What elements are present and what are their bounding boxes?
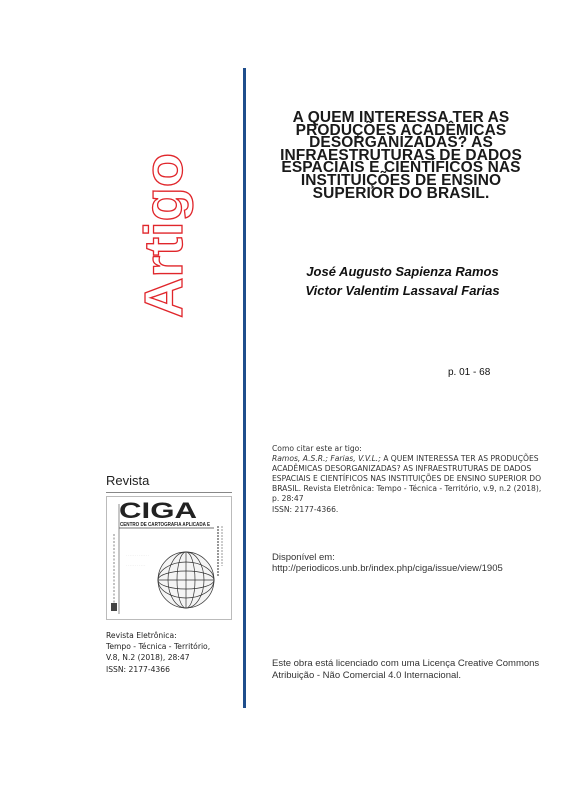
- availability-label: Disponível em:: [272, 552, 335, 563]
- journal-info-line-4: ISSN: 2177-4366: [106, 664, 170, 674]
- artigo-side-label: [134, 150, 194, 320]
- vertical-divider: [243, 68, 246, 708]
- journal-info-line-2: Tempo - Técnica - Território,: [106, 642, 211, 652]
- journal-info: [106, 630, 236, 675]
- cover-title: CIGA: [119, 498, 198, 523]
- license-block: [272, 658, 552, 681]
- authors-block: [262, 262, 543, 300]
- license-line-2: Atribuição - Não Comercial 4.0 Internacional.: [272, 669, 462, 681]
- citation-block: [272, 444, 544, 515]
- availability-url[interactable]: http://periodicos.unb.br/index.php/ciga/issue/view/1905: [272, 563, 503, 574]
- page-range: p. 01 - 68: [448, 367, 491, 378]
- citation-body: [272, 454, 544, 504]
- citation-label: Como citar este ar tigo:: [272, 444, 362, 453]
- author-2: Victor Valentim Lassaval Farias: [305, 283, 500, 298]
- author-1: José Augusto Sapienza Ramos: [306, 264, 499, 279]
- journal-info-line-3: V.8, N.2 (2018), 28:47: [106, 653, 190, 663]
- journal-label: Revista: [106, 473, 150, 488]
- journal-label-underline: [106, 492, 232, 493]
- journal-cover-image: [106, 496, 232, 620]
- license-line-1: Este obra está licenciado com uma Licença Creative Commons: [272, 658, 540, 669]
- svg-text:· · · · · · · · · · · · ·: · · · · · · · · · · · · ·: [126, 553, 149, 557]
- cover-subtitle: CENTRO DE CARTOGRAFIA APLICADA E: [120, 522, 211, 528]
- journal-info-line-1: Revista Eletrônica:: [106, 631, 177, 640]
- citation-text: A QUEM INTERESSA TER AS PRODUÇÕES ACADÊMICAS DESORGANIZADAS? AS INFRAESTRUTURAS DE DADOS ESPACIAIS E CIENTÍFICOS NAS INSTITUIÇÕES DE ENSINO SUPERIOR DO BRASIL. Revista Eletrônica: Tempo - Técnica - Território, v.9, n.2 (2018), p. 28:47: [272, 454, 542, 504]
- artigo-text: Artigo: [134, 159, 194, 318]
- globe-icon: [158, 552, 214, 608]
- citation-issn: ISSN: 2177-4366.: [272, 504, 339, 514]
- availability-block: [272, 552, 544, 574]
- article-title: A QUEM INTERESSA TER AS PRODUÇÕES ACADÊMICAS DESORGANIZADAS? AS INFRAESTRUTURAS DE DADOS ESPACIAIS E CIENTÍFICOS NAS INSTITUIÇÕES DE ENSINO SUPERIOR DO BRASIL.: [280, 109, 522, 202]
- citation-authors: Ramos, A.S.R.; Farias, V.V.L.;: [272, 454, 381, 464]
- svg-text:· · · · · · · · · · ·: · · · · · · · · · · ·: [126, 563, 146, 567]
